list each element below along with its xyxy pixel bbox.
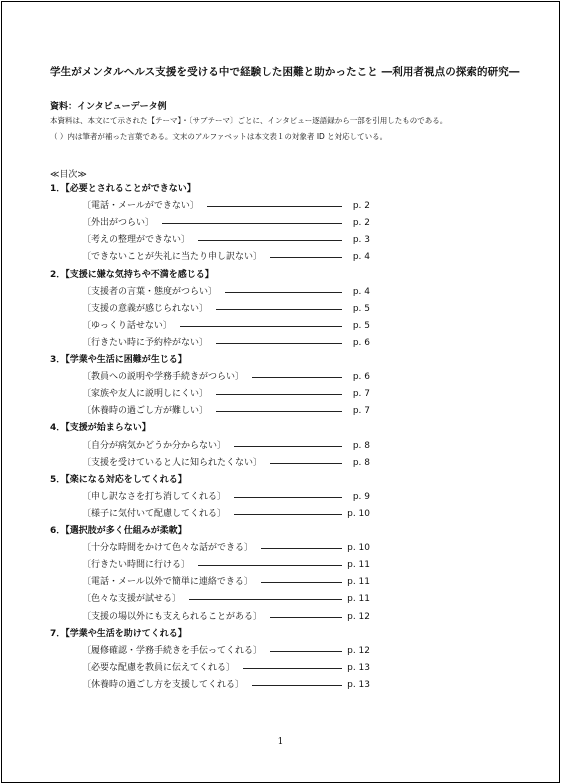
- toc-entry-page: p. 5: [352, 303, 370, 314]
- toc-entry: [82, 387, 370, 401]
- toc-entry-label: 〔履修確認・学務手続きを手伝ってくれる〕: [82, 645, 263, 656]
- leader-line: [270, 463, 342, 464]
- leader-line: [189, 599, 342, 600]
- leader-line: [216, 411, 342, 412]
- toc-entry-label: 〔色々な支援が試せる〕: [82, 594, 182, 605]
- leader-line: [216, 394, 342, 395]
- leader-line: [216, 309, 342, 310]
- toc-entry-label: 〔外出がつらい〕: [82, 218, 155, 229]
- toc-entry: [82, 319, 370, 333]
- toc-entry-page: p. 11: [347, 560, 370, 571]
- leader-line: [198, 565, 342, 566]
- toc-entry-label: 〔ゆっくり話せない〕: [82, 320, 172, 331]
- toc-entry: [82, 507, 370, 521]
- toc-entry-label: 〔支援を受けていると人に知られたくない〕: [82, 457, 263, 468]
- toc-entry: [82, 592, 370, 606]
- leader-line: [261, 548, 342, 549]
- leader-line: [252, 685, 342, 686]
- toc-entry-page: p. 8: [352, 440, 370, 451]
- material-label: 資料：インタビューデータ例: [50, 102, 167, 112]
- toc-entry: [82, 285, 370, 299]
- leader-line: [234, 446, 342, 447]
- toc-entry-page: p. 5: [352, 320, 370, 331]
- page-number: 1: [277, 737, 284, 747]
- toc-entry: [82, 439, 370, 453]
- toc-entry-page: p. 12: [347, 611, 370, 622]
- toc-entry: [82, 250, 370, 264]
- toc-section-title: 3．【学業や生活に困難が生じる】: [50, 355, 187, 365]
- toc-entry: [82, 644, 370, 658]
- toc-entry-label: 〔できないことが失礼に当たり申し訳ない〕: [82, 252, 263, 263]
- leader-line: [225, 292, 342, 293]
- toc-entry: [82, 302, 370, 316]
- toc-entry-label: 〔支援の意義が感じられない〕: [82, 303, 209, 314]
- toc-entry-label: 〔支援の場以外にも支えられることがある〕: [82, 611, 263, 622]
- leader-line: [261, 582, 342, 583]
- toc-entry-label: 〔電話・メールができない〕: [82, 201, 199, 212]
- toc-section-title: 4．【支援が始まらない】: [50, 423, 151, 434]
- toc-entry-page: p. 11: [347, 577, 370, 588]
- toc-entry-page: p. 2: [352, 201, 370, 212]
- toc-entry: [82, 661, 370, 675]
- toc-section-title: 2．【支援に嫌な気持ちや不満を感じる】: [50, 269, 214, 280]
- toc-section-title: 1．【必要とされることができない】: [50, 184, 196, 194]
- toc-entry-label: 〔必要な配慮を教員に伝えてくれる〕: [82, 662, 236, 673]
- toc-entry-label: 〔様子に気付いて配慮してくれる〕: [82, 508, 227, 519]
- toc-entry: [82, 575, 370, 589]
- leader-line: [243, 668, 342, 669]
- document-title: 学生がメンタルヘルス支援を受ける中で経験した困難と助かったこと ―利用者視点の探索的研究―: [50, 66, 520, 78]
- leader-line: [216, 343, 342, 344]
- document-page: [1, 1, 560, 783]
- leader-line: [198, 240, 342, 241]
- toc-entry-label: 〔家族や友人に説明しにくい〕: [82, 389, 209, 400]
- toc-entry-label: 〔考えの整理ができない〕: [82, 235, 191, 246]
- toc-entry-page: p. 6: [352, 372, 370, 383]
- leader-line: [270, 257, 342, 258]
- toc-entry: [82, 404, 370, 418]
- intro-line-2: （ ）内は筆者が補った言葉である。文末のアルファベットは本文表１の対象者 ID と対応している。: [50, 132, 388, 141]
- leader-line: [234, 514, 342, 515]
- toc-entry-page: p. 13: [347, 662, 370, 673]
- toc-entry: [82, 490, 370, 504]
- toc-entry-label: 〔教員への説明や学務手続きがつらい〕: [82, 372, 245, 383]
- leader-line: [270, 617, 342, 618]
- toc-entry: [82, 370, 370, 384]
- toc-entry-page: p. 8: [352, 457, 370, 468]
- toc-entry-label: 〔休養時の過ごし方が難しい〕: [82, 406, 209, 417]
- toc-entry-page: p. 7: [352, 406, 370, 417]
- toc-entry: [82, 678, 370, 692]
- toc-entry-label: 〔自分が病気かどうか分からない〕: [82, 440, 227, 451]
- toc-entry-page: p. 12: [347, 645, 370, 656]
- toc-entry-label: 〔行きたい時間に行ける〕: [82, 560, 191, 571]
- leader-line: [234, 497, 342, 498]
- toc-entry-page: p. 3: [352, 235, 370, 246]
- toc-entry-label: 〔休養時の過ごし方を支援してくれる〕: [82, 679, 245, 690]
- toc-entry-page: p. 7: [352, 389, 370, 400]
- toc-entry: [82, 336, 370, 350]
- toc-heading: ≪目次≫: [50, 170, 87, 180]
- leader-line: [207, 206, 342, 207]
- toc-section-title: 6．【選択肢が多く仕組みが柔軟】: [50, 526, 187, 536]
- toc-section-title: 5．【楽になる対応をしてくれる】: [50, 474, 187, 485]
- toc-entry-page: p. 11: [347, 594, 370, 605]
- toc-entry: [82, 456, 370, 470]
- toc-entry-page: p. 2: [352, 218, 370, 229]
- intro-line-1: 本資料は、本文にて示された【テーマ】・〔サブテーマ〕ごとに、インタビュー逐語録から一部を引用したものである。: [50, 116, 448, 125]
- toc-entry-page: p. 10: [347, 543, 370, 554]
- toc-entry: [82, 541, 370, 555]
- toc-entry-page: p. 4: [352, 252, 370, 263]
- toc-entry: [82, 199, 370, 213]
- toc-section-title: 7．【学業や生活を助けてくれる】: [50, 628, 187, 639]
- toc-entry-page: p. 4: [352, 286, 370, 297]
- toc-entry: [82, 216, 370, 230]
- toc-entry: [82, 558, 370, 572]
- leader-line: [162, 223, 342, 224]
- toc-entry-label: 〔申し訳なさを打ち消してくれる〕: [82, 491, 227, 502]
- toc-entry-page: p. 13: [347, 679, 370, 690]
- toc-entry-page: p. 10: [347, 508, 370, 519]
- leader-line: [180, 326, 342, 327]
- toc-entry: [82, 610, 370, 624]
- toc-entry-page: p. 6: [352, 337, 370, 348]
- toc-entry-label: 〔十分な時間をかけて色々な話ができる〕: [82, 543, 254, 554]
- toc-entry: [82, 233, 370, 247]
- toc-entry-label: 〔電話・メール以外で簡単に連絡できる〕: [82, 577, 253, 588]
- toc-entry-page: p. 9: [352, 491, 370, 502]
- leader-line: [252, 377, 342, 378]
- toc-entry-label: 〔支援者の言葉・態度がつらい〕: [82, 286, 218, 297]
- leader-line: [270, 651, 342, 652]
- toc-entry-label: 〔行きたい時に予約枠がない〕: [82, 337, 209, 348]
